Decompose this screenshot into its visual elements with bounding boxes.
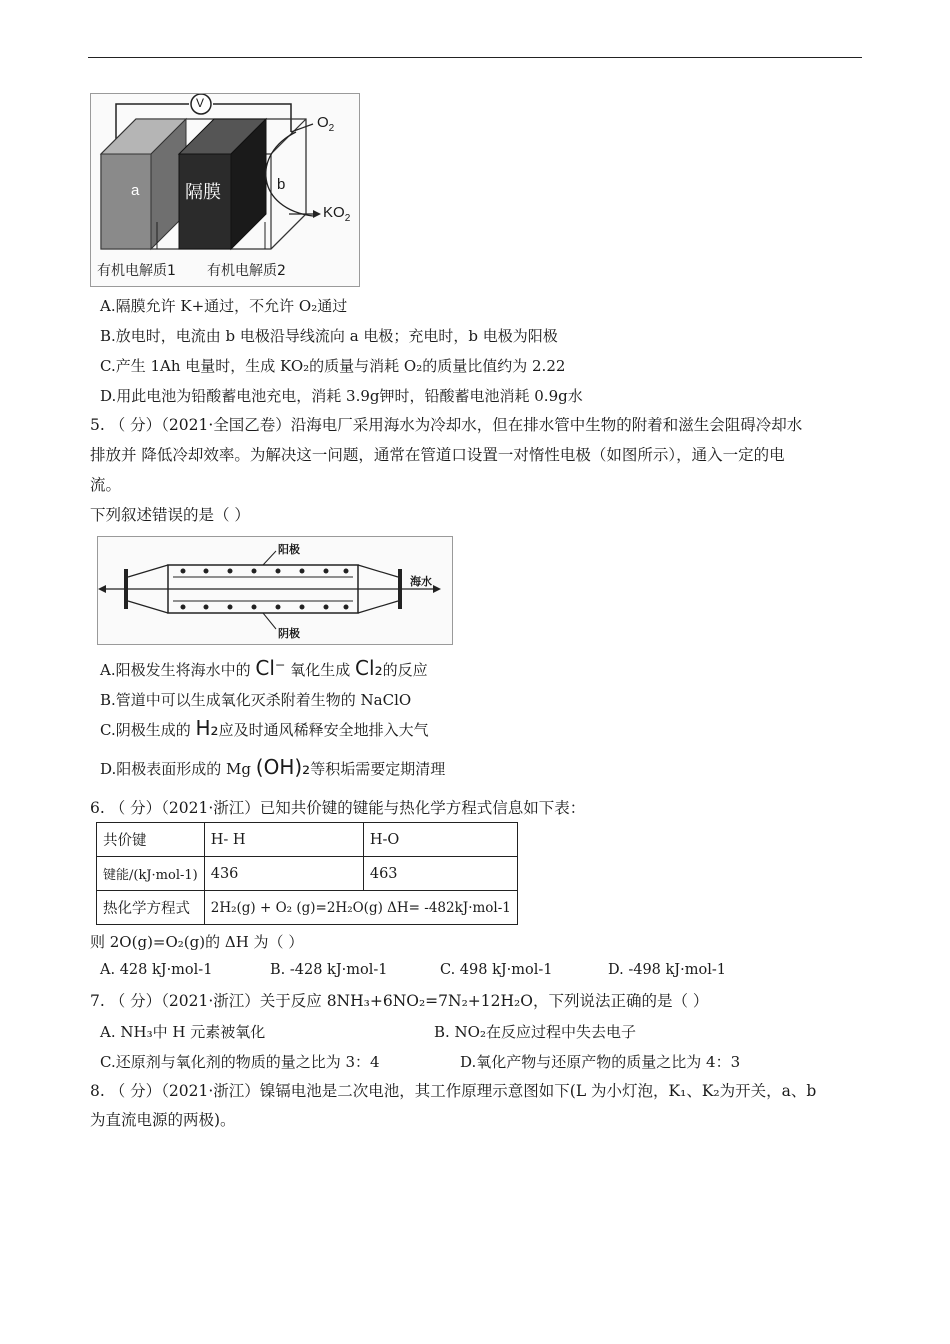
table-cell: 436 (204, 857, 363, 891)
q5-option-a-ion: Cl⁻ (255, 656, 286, 680)
q7-option-b: B. NO₂在反应过程中失去电子 (434, 1023, 636, 1041)
table-cell: H-O (363, 823, 517, 857)
q6-option-b: B. -428 kJ·mol-1 (270, 962, 388, 978)
q7-option-c: C.还原剂与氧化剂的物质的量之比为 3：4 (100, 1053, 380, 1071)
o2-sub: 2 (328, 123, 335, 134)
anode-label: 阳极 (278, 543, 300, 556)
table-cell: 2H₂(g) + O₂ (g)=2H₂O(g) ΔH= -482kJ·mol-1 (204, 891, 517, 925)
q5-option-a-gas: Cl₂ (355, 656, 383, 680)
ko2-text: KO (323, 204, 345, 221)
table-cell: 463 (363, 857, 517, 891)
q8-stem-1: 8. （ 分）（2021·浙江）镍镉电池是二次电池，其工作原理示意图如下(L 为小灯泡，K₁、K₂为开关，a、b (90, 1082, 817, 1100)
table-cell: H- H (204, 823, 363, 857)
table-row (97, 891, 518, 925)
table-row (97, 857, 518, 891)
q5-option-c (100, 718, 429, 740)
ko2-label (323, 204, 350, 224)
q6-option-d: D. -498 kJ·mol-1 (608, 962, 726, 978)
table-cell: 共价键 (97, 823, 205, 857)
electrode-a-label: a (131, 182, 140, 199)
q5-option-a-mid: 氧化生成 (290, 661, 351, 679)
q5-option-d-post: 等积垢需要定期清理 (310, 760, 446, 778)
pipe-diagram (97, 536, 453, 645)
q6-question: 则 2O(g)=O₂(g)的 ΔH 为（ ） (90, 933, 304, 951)
q5-option-a-pre: A.阳极发生将海水中的 (100, 661, 251, 679)
voltmeter-label: V (196, 96, 205, 110)
q7-stem: 7. （ 分）（2021·浙江）关于反应 8NH₃+6NO₂=7N₂+12H₂O，下列说法正确的是（ ） (90, 992, 709, 1010)
q5-stem-2: 排放并 降低冷却效率。为解决这一问题，通常在管道口设置一对惰性电极（如图所示），通入一定的电 (90, 446, 785, 464)
q5-option-c-post: 应及时通风稀释安全地排入大气 (218, 721, 429, 739)
q6-option-c: C. 498 kJ·mol-1 (440, 962, 553, 978)
q4-option-b: B.放电时，电流由 b 电极沿导线流向 a 电极；充电时，b 电极为阳极 (100, 327, 558, 345)
battery-diagram (90, 93, 360, 287)
q7-option-d: D.氧化产物与还原产物的质量之比为 4：3 (460, 1053, 741, 1071)
q5-option-d (100, 757, 445, 779)
q5-option-b: B.管道中可以生成氧化灭杀附着生物的 NaClO (100, 691, 412, 709)
q5-option-d-pre: D.阳极表面形成的 Mg (100, 760, 251, 778)
cathode-label: 阴极 (278, 627, 300, 640)
membrane-label: 隔膜 (185, 182, 221, 203)
seawater-label: 海水 (410, 575, 432, 588)
electrolyte2-label: 有机电解质2 (207, 263, 286, 279)
q5-option-a-post: 的反应 (382, 661, 428, 679)
header-rule (88, 57, 862, 58)
electrode-b-label: b (277, 176, 286, 193)
q8-stem-2: 为直流电源的两极)。 (90, 1111, 236, 1129)
q5-question: 下列叙述错误的是（ ） (90, 506, 250, 524)
ko2-sub: 2 (344, 213, 351, 224)
q7-option-a: A. NH₃中 H 元素被氧化 (100, 1023, 266, 1041)
q5-option-c-pre: C.阴极生成的 (100, 721, 191, 739)
pipe-diagram-svg (98, 537, 452, 644)
table-row (97, 823, 518, 857)
q5-option-c-gas: H₂ (195, 716, 219, 740)
bond-energy-table (96, 822, 518, 925)
table-cell: 热化学方程式 (97, 891, 205, 925)
q5-option-a (100, 658, 428, 680)
q6-stem: 6. （ 分）（2021·浙江）已知共价键的键能与热化学方程式信息如下表： (90, 799, 586, 817)
table-cell: 键能/(kJ·mol-1) (97, 857, 205, 891)
o2-text: O (317, 114, 329, 131)
electrolyte1-label: 有机电解质1 (97, 263, 176, 279)
q4-option-a: A.隔膜允许 K+通过，不允许 O₂通过 (100, 297, 348, 315)
q4-option-d: D.用此电池为铅酸蓄电池充电，消耗 3.9g钾时，铅酸蓄电池消耗 0.9g水 (100, 387, 583, 405)
q5-option-d-formula: (OH)₂ (255, 755, 311, 779)
q5-stem-3: 流。 (90, 476, 122, 494)
q6-option-a: A. 428 kJ·mol-1 (100, 962, 213, 978)
q4-option-c: C.产生 1Ah 电量时，生成 KO₂的质量与消耗 O₂的质量比值约为 2.22 (100, 357, 566, 375)
q5-stem-1: 5. （ 分）（2021·全国乙卷）沿海电厂采用海水为冷却水，但在排水管中生物的附着和滋生会阻碍冷却水 (90, 416, 803, 434)
o2-label (317, 114, 334, 134)
